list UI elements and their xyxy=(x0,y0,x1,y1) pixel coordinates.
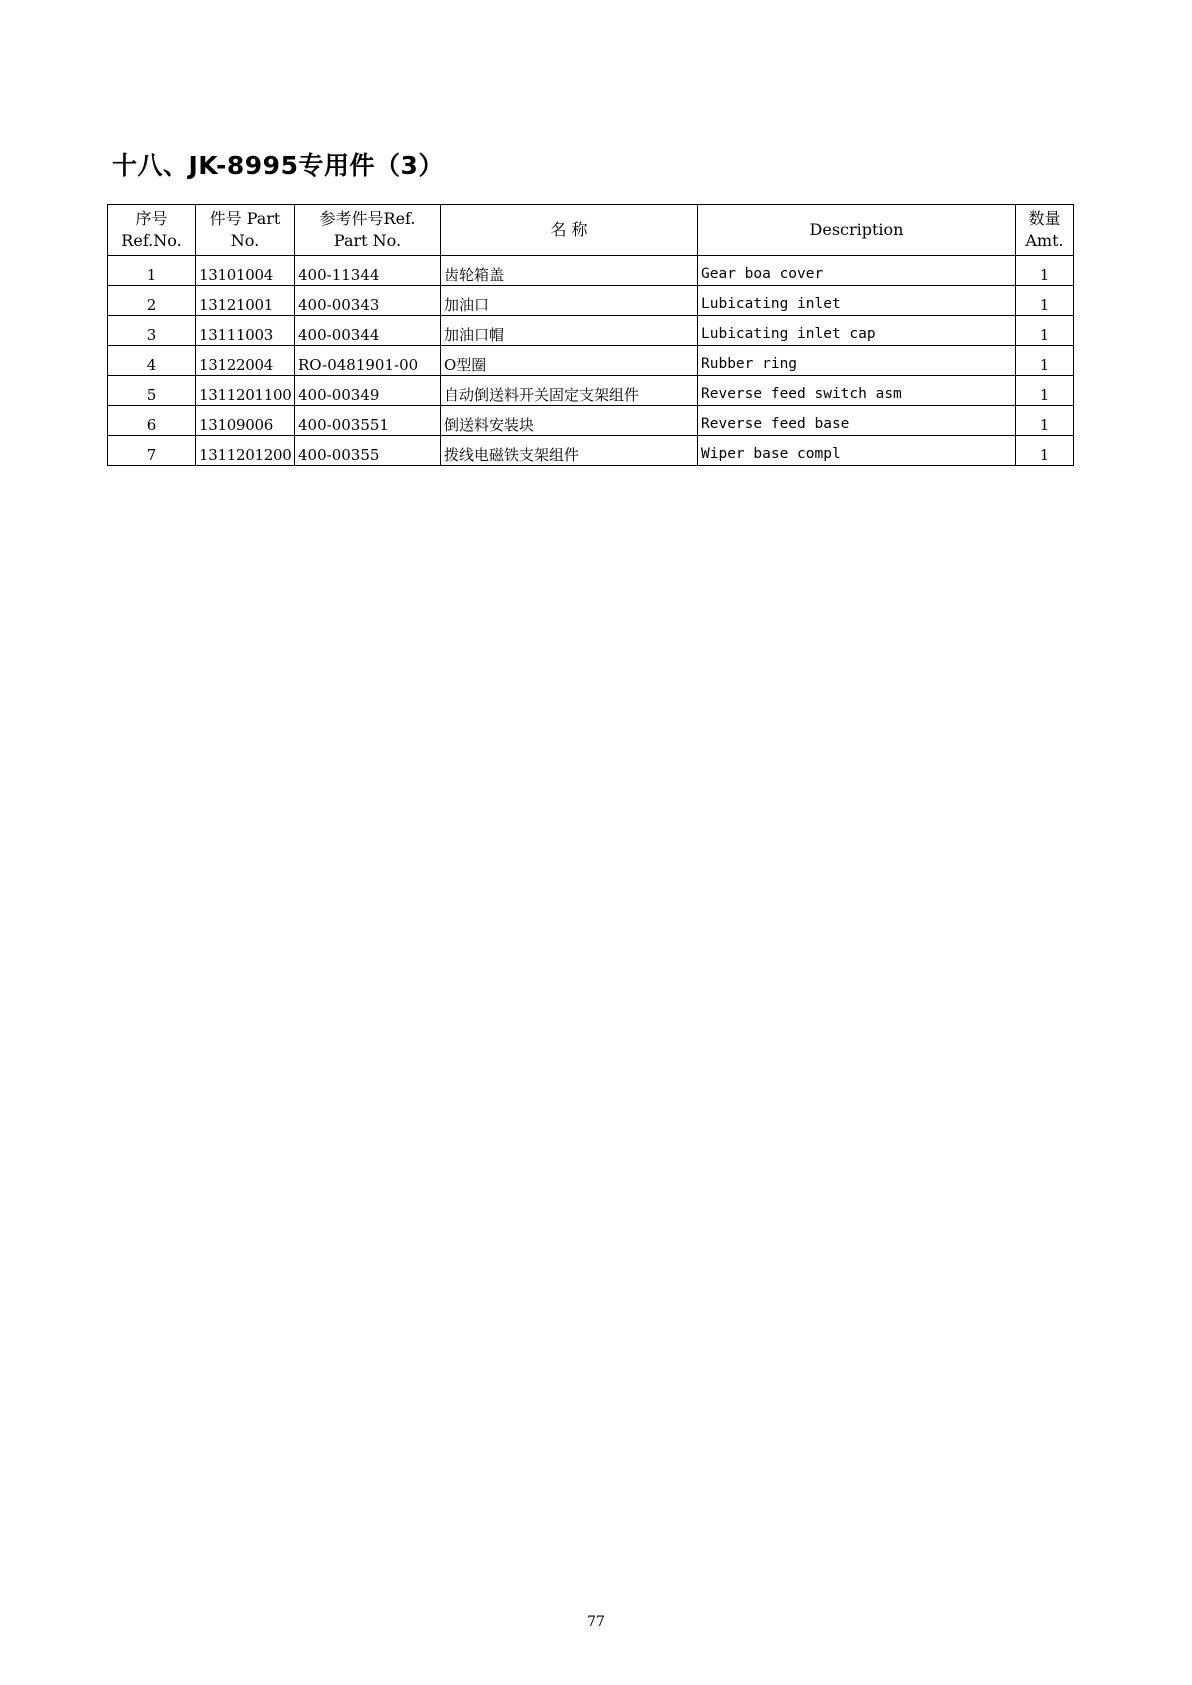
cell-name: 倒送料安装块 xyxy=(441,406,698,436)
cell-part-no: 13109006 xyxy=(196,406,295,436)
cell-ref-part-no: 400-00349 xyxy=(295,376,441,406)
cell-ref-part-no: 400-003551 xyxy=(295,406,441,436)
header-amount-cn: 数量 xyxy=(1028,209,1061,229)
cell-part-no: 1311201100 xyxy=(196,376,295,406)
cell-amount: 1 xyxy=(1016,286,1074,316)
cell-description: Gear boa cover xyxy=(698,256,1016,286)
cell-ref-no: 7 xyxy=(108,436,196,466)
cell-name: 加油口 xyxy=(441,286,698,316)
header-ref-part-no xyxy=(295,205,441,256)
cell-amount: 1 xyxy=(1016,346,1074,376)
page-title: 十八、JK-8995专用件（3） xyxy=(112,151,444,180)
cell-name: 加油口帽 xyxy=(441,316,698,346)
cell-ref-no: 3 xyxy=(108,316,196,346)
table-row xyxy=(108,316,1074,346)
cell-ref-part-no: 400-00343 xyxy=(295,286,441,316)
cell-ref-part-no: 400-00355 xyxy=(295,436,441,466)
cell-amount: 1 xyxy=(1016,316,1074,346)
cell-ref-no: 6 xyxy=(108,406,196,436)
cell-ref-part-no: 400-11344 xyxy=(295,256,441,286)
header-description: Description xyxy=(698,205,1016,256)
cell-part-no: 1311201200 xyxy=(196,436,295,466)
header-name: 名 称 xyxy=(441,205,698,256)
cell-ref-no: 4 xyxy=(108,346,196,376)
table-row xyxy=(108,376,1074,406)
header-ref-part-no-line2: Part No. xyxy=(333,231,402,250)
header-ref-no-en: Ref.No. xyxy=(121,231,182,250)
table-row xyxy=(108,346,1074,376)
cell-name: 拨线电磁铁支架组件 xyxy=(441,436,698,466)
table-row xyxy=(108,256,1074,286)
cell-description: Wiper base compl xyxy=(698,436,1016,466)
cell-part-no: 13122004 xyxy=(196,346,295,376)
cell-name: O型圈 xyxy=(441,346,698,376)
cell-ref-part-no: RO-0481901-00 xyxy=(295,346,441,376)
cell-ref-part-no: 400-00344 xyxy=(295,316,441,346)
parts-table xyxy=(107,204,1074,466)
header-amount-en: Amt. xyxy=(1025,231,1064,250)
cell-description: Reverse feed switch asm xyxy=(698,376,1016,406)
cell-amount: 1 xyxy=(1016,376,1074,406)
table-row xyxy=(108,436,1074,466)
cell-description: Reverse feed base xyxy=(698,406,1016,436)
cell-description: Lubicating inlet xyxy=(698,286,1016,316)
header-part-no-line2: No. xyxy=(230,231,260,250)
cell-ref-no: 1 xyxy=(108,256,196,286)
cell-description: Rubber ring xyxy=(698,346,1016,376)
table-header-row xyxy=(108,205,1074,256)
cell-ref-no: 2 xyxy=(108,286,196,316)
cell-ref-no: 5 xyxy=(108,376,196,406)
cell-part-no: 13111003 xyxy=(196,316,295,346)
cell-amount: 1 xyxy=(1016,436,1074,466)
header-amount xyxy=(1016,205,1074,256)
cell-amount: 1 xyxy=(1016,256,1074,286)
header-ref-no-cn: 序号 xyxy=(135,209,168,229)
page-number: 77 xyxy=(587,1614,605,1630)
cell-description: Lubicating inlet cap xyxy=(698,316,1016,346)
header-part-no-line1: 件号 Part xyxy=(209,209,281,229)
table-row xyxy=(108,406,1074,436)
header-ref-no xyxy=(108,205,196,256)
cell-name: 齿轮箱盖 xyxy=(441,256,698,286)
cell-name: 自动倒送料开关固定支架组件 xyxy=(441,376,698,406)
cell-part-no: 13121001 xyxy=(196,286,295,316)
table-row xyxy=(108,286,1074,316)
cell-amount: 1 xyxy=(1016,406,1074,436)
cell-part-no: 13101004 xyxy=(196,256,295,286)
header-part-no xyxy=(196,205,295,256)
header-ref-part-no-line1: 参考件号Ref. xyxy=(319,209,416,229)
